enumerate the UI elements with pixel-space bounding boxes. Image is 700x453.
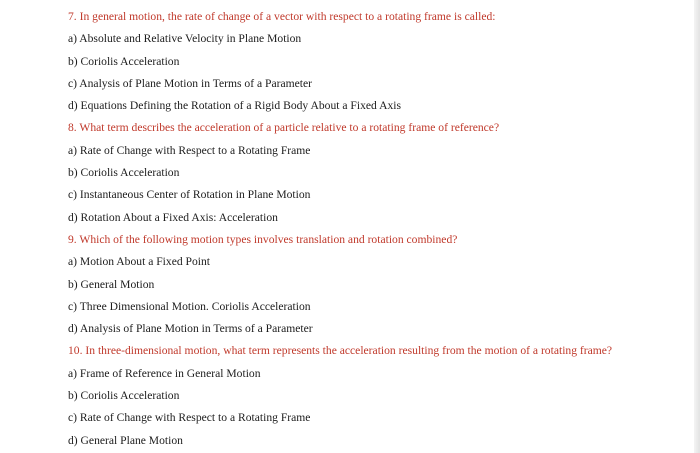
option-a: a) Absolute and Relative Velocity in Plane Motion	[68, 32, 302, 46]
option-c: c) Three Dimensional Motion. Coriolis Acceleration	[68, 299, 311, 313]
question-text: 7. In general motion, the rate of change of a vector with respect to a rotating frame is called:	[68, 10, 496, 23]
option-c: c) Analysis of Plane Motion in Terms of a Parameter	[68, 76, 312, 90]
question-8	[68, 117, 688, 228]
question-9	[68, 229, 688, 340]
option-b: b) Coriolis Acceleration	[68, 166, 180, 180]
option-d: d) General Plane Motion	[68, 433, 183, 447]
question-7	[68, 6, 688, 117]
option-b: b) Coriolis Acceleration	[68, 389, 180, 403]
option-a: a) Rate of Change with Respect to a Rotating Frame	[68, 143, 311, 157]
option-a: a) Frame of Reference in General Motion	[68, 366, 261, 380]
question-text: 8. What term describes the acceleration of a particle relative to a rotating frame of reference?	[68, 121, 500, 135]
option-d: d) Analysis of Plane Motion in Terms of a Parameter	[68, 322, 313, 336]
option-a: a) Motion About a Fixed Point	[68, 255, 211, 269]
option-b: b) Coriolis Acceleration	[68, 54, 180, 68]
question-text: 10. In three-dimensional motion, what term represents the acceleration resulting from the motion of a rotating frame?	[68, 344, 613, 358]
option-c: c) Instantaneous Center of Rotation in Plane Motion	[68, 188, 311, 202]
page-edge	[694, 0, 700, 453]
option-d: d) Equations Defining the Rotation of a Rigid Body About a Fixed Axis	[68, 99, 401, 113]
question-10	[68, 340, 688, 451]
question-text: 9. Which of the following motion types involves translation and rotation combined?	[68, 232, 458, 246]
option-c: c) Rate of Change with Respect to a Rotating Frame	[68, 411, 311, 425]
option-d: d) Rotation About a Fixed Axis: Acceleration	[68, 210, 278, 224]
quiz-document	[68, 6, 688, 452]
option-b: b) General Motion	[68, 277, 155, 291]
